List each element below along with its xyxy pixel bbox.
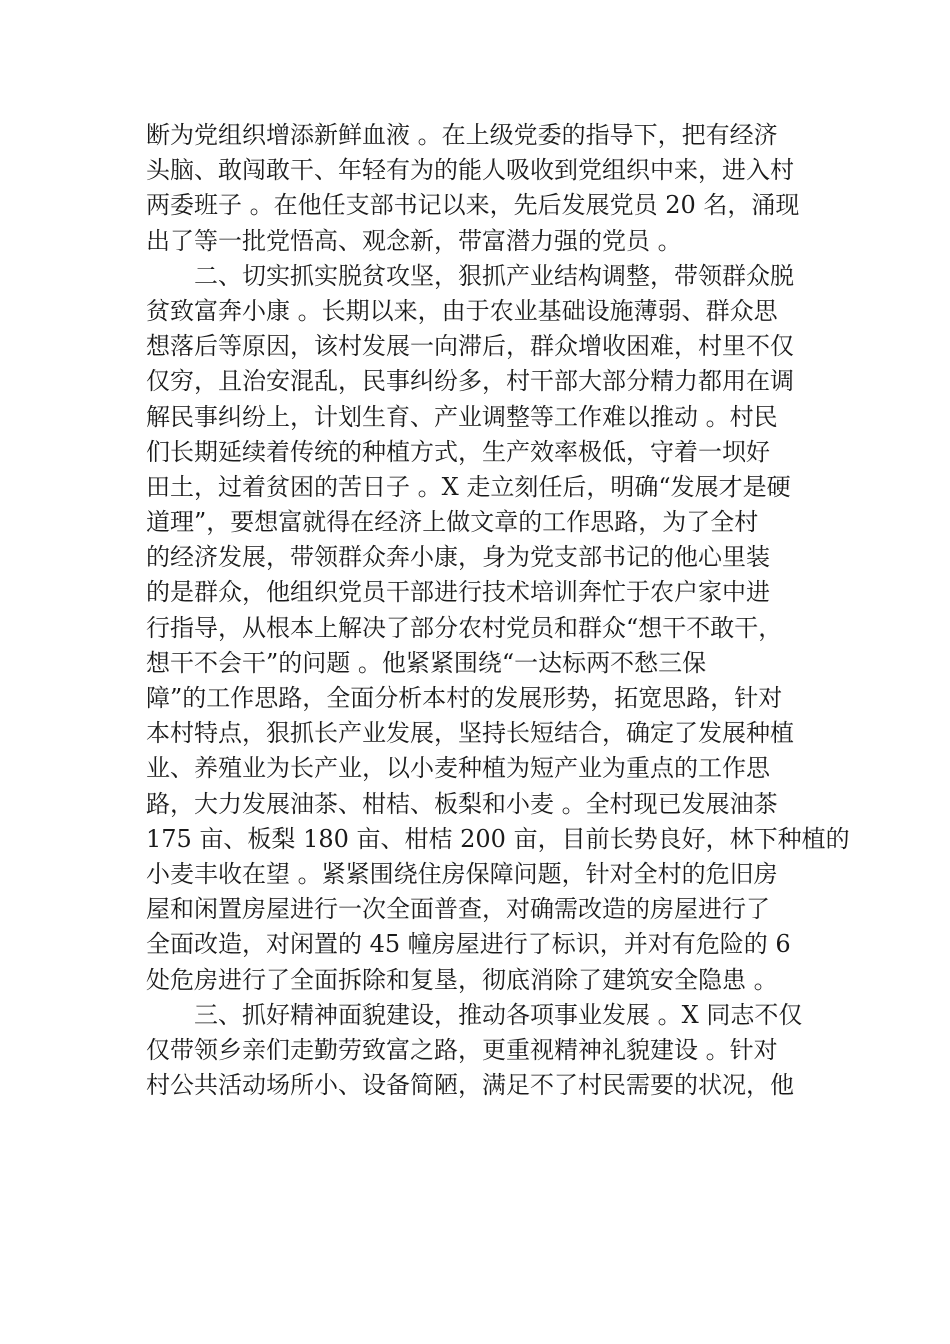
text-line: 断为党组织增添新鲜血液 。在上级党委的指导下，把有经济 [146,121,778,149]
text-line: 想干不会干”的问题 。他紧紧围绕“一达标两不愁三保 [146,648,707,677]
text-line: 路，大力发展油茶、柑桔、板梨和小麦 。全村现已发展油茶 [146,789,778,818]
text-line: 村公共活动场所小、设备简陋，满足不了村民需要的状况，他 [146,1071,794,1100]
text-line: 障”的工作思路，全面分析本村的发展形势，拓宽思路，针对 [146,684,783,712]
text-line: 想落后等原因，该村发展一向滞后，群众增收困难，村里不仅 [146,332,794,361]
text-line: 小麦丰收在望 。紧紧围绕住房保障问题，针对全村的危旧房 [146,859,778,888]
text-line: 本村特点，狠抓长产业发展，坚持长短结合，确定了发展种植 [146,719,794,748]
paragraph-3-first-line: 三、抓好精神面貌建设，推动各项事业发展 。X 同志不仅 [194,1000,803,1029]
text-line: 屋和闲置房屋进行一次全面普查，对确需改造的房屋进行了 [146,895,770,924]
text-line: 的经济发展，带领群众奔小康，身为党支部书记的他心里装 [146,543,770,572]
text-line: 175 亩、板梨 180 亩、柑桔 200 亩，目前长势良好，林下种植的 [146,824,850,853]
text-line: 田土，过着贫困的苦日子 。X 走立刻任后，明确“发展才是硬 [146,472,791,501]
text-line: 们长期延续着传统的种植方式，生产效率极低，守着一坝好 [146,437,770,466]
text-line: 两委班子 。在他任支部书记以来，先后发展党员 20 名，涌现 [146,191,800,220]
text-line: 业、养殖业为长产业，以小麦种植为短产业为重点的工作思 [146,754,770,783]
paragraph-2-first-line: 二、切实抓实脱贫攻坚，狠抓产业结构调整，带领群众脱 [194,261,794,290]
text-line: 解民事纠纷上，计划生育、产业调整等工作难以推动 。村民 [146,402,778,431]
text-line: 的是群众，他组织党员干部进行技术培训奔忙于农户家中进 [146,578,770,607]
body-text [146,118,850,1103]
text-line: 全面改造，对闲置的 45 幢房屋进行了标识，并对有危险的 6 [146,930,791,959]
text-line: 仅穷，且治安混乱，民事纠纷多，村干部大部分精力都用在调 [146,367,794,396]
text-line: 道理”，要想富就得在经济上做文章的工作思路，为了全村 [146,508,759,537]
text-line: 行指导，从根本上解决了部分农村党员和群众“想干不敢干， [146,613,783,642]
text-line: 头脑、敢闯敢干、年轻有为的能人吸收到党组织中来，进入村 [146,156,794,185]
text-line: 贫致富奔小康 。长期以来，由于农业基础设施薄弱、群众思 [146,296,778,325]
text-line: 出了等一批党悟高、观念新，带富潜力强的党员 。 [146,226,682,255]
text-line: 仅带领乡亲们走勤劳致富之路，更重视精神礼貌建设 。针对 [146,1035,778,1064]
text-line: 处危房进行了全面拆除和复垦，彻底消除了建筑安全隐患 。 [146,965,778,994]
